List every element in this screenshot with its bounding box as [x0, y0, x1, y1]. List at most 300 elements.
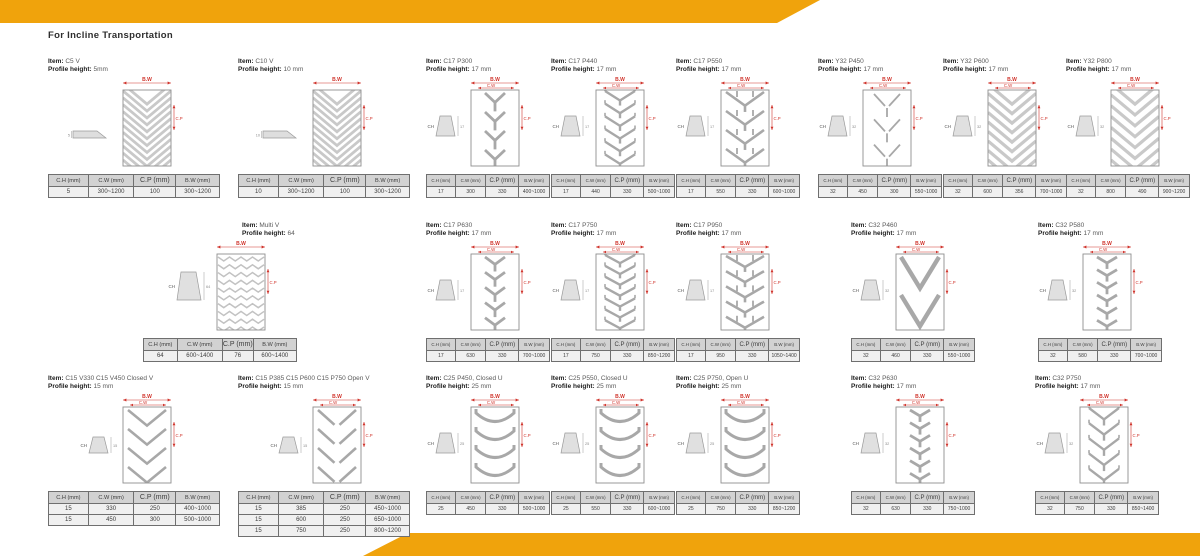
profile-height-line	[1038, 230, 1162, 238]
profile-height-value: 15 mm	[93, 383, 114, 391]
spec-table-header: C.P (mm)	[611, 175, 644, 187]
bw-dim-label: B.W	[332, 394, 342, 400]
belt-diagram	[551, 240, 675, 338]
spec-table-header: C.P (mm)	[911, 492, 944, 504]
cp-dim-label: C.P	[365, 116, 373, 121]
cleat-height-label: CH	[1036, 441, 1043, 446]
spec-table-header: B.W (mm)	[944, 492, 975, 504]
item-name-line	[48, 58, 220, 66]
cleat-profile	[1037, 433, 1074, 453]
item-label: Item:	[943, 58, 959, 65]
spec-table-row	[49, 504, 220, 515]
cleat-profile-shape	[686, 433, 705, 453]
cleat-profile-shape	[861, 280, 880, 300]
spec-table-header: C.P (mm)	[486, 492, 519, 504]
cleat-profile-shape	[686, 280, 705, 300]
cleat-profile-shape	[279, 437, 298, 453]
spec-cell: 490	[1126, 187, 1159, 198]
belt-diagram	[238, 76, 410, 174]
spec-cell: 356	[1003, 187, 1036, 198]
belt-outline	[863, 90, 911, 166]
profile-height-label: Profile height:	[1035, 383, 1079, 391]
item-card	[551, 222, 675, 362]
profile-height-line	[242, 230, 297, 238]
item-name: C15 P385 C15 P600 C15 P750 Open V	[255, 375, 370, 382]
spec-table-row	[552, 351, 675, 362]
cleat-profile	[853, 280, 890, 300]
spec-table	[818, 174, 942, 198]
spec-table-header: B.W (mm)	[519, 492, 550, 504]
item-card	[238, 375, 410, 537]
belt-pattern	[910, 410, 930, 485]
spec-table-header: C.P (mm)	[486, 175, 519, 187]
spec-cell: 600	[278, 515, 324, 526]
spec-table-header: C.W (mm)	[88, 175, 134, 187]
spec-table-header: C.P (mm)	[1126, 175, 1159, 187]
profile-height-line	[426, 230, 550, 238]
spec-table-header: C.H (mm)	[552, 339, 581, 351]
spec-cell: 450	[88, 515, 134, 526]
dimension-annotations	[721, 77, 781, 130]
item-name: Y32 P800	[1083, 58, 1112, 65]
spec-cell: 300	[455, 187, 486, 198]
spec-table-header: B.W (mm)	[769, 339, 800, 351]
belt-diagram	[1035, 393, 1159, 491]
item-header	[426, 375, 550, 393]
spec-table-header: B.W (mm)	[1128, 492, 1159, 504]
spec-cell: 630	[455, 351, 486, 362]
cleat-height-label: CH	[677, 124, 684, 129]
belt-diagram	[818, 76, 942, 174]
spec-cell: 17	[427, 351, 456, 362]
item-name: C32 P460	[868, 222, 898, 229]
belt-diagram	[143, 240, 297, 338]
cleat-height-value: 25	[710, 442, 715, 446]
profile-height-label: Profile height:	[676, 230, 720, 238]
spec-table-header: C.H (mm)	[49, 175, 89, 187]
spec-table-header: C.H (mm)	[1039, 339, 1068, 351]
item-name: C10 V	[255, 58, 274, 65]
item-name: C32 P750	[1052, 375, 1082, 382]
cleat-profile	[68, 131, 106, 138]
cleat-profile	[169, 272, 211, 300]
spec-cell: 32	[944, 187, 973, 198]
spec-table-header: C.H (mm)	[677, 175, 706, 187]
spec-table-row	[49, 187, 220, 198]
profile-height-line	[238, 66, 410, 74]
spec-table	[851, 491, 975, 515]
spec-table-header: B.W (mm)	[1131, 339, 1162, 351]
belt-pattern	[901, 257, 939, 326]
spec-table-header: C.W (mm)	[455, 175, 486, 187]
spec-cell: 32	[852, 351, 881, 362]
profile-height-label: Profile height:	[676, 383, 720, 391]
item-name-line	[238, 58, 410, 66]
cleat-profile-shape	[561, 433, 580, 453]
spec-table-header: B.W (mm)	[769, 492, 800, 504]
spec-table-row	[239, 526, 410, 537]
spec-table-header: C.P (mm)	[1098, 339, 1131, 351]
spec-cell: 32	[1039, 351, 1068, 362]
item-name-line	[676, 58, 800, 66]
page-title: For Incline Transportation	[48, 30, 173, 41]
cleat-height-label: CH	[677, 441, 684, 446]
cleat-height-label: CH	[1067, 124, 1074, 129]
item-label: Item:	[551, 58, 567, 65]
spec-table-header: C.W (mm)	[580, 339, 611, 351]
item-name-line	[48, 375, 220, 383]
dimension-annotations	[863, 77, 923, 130]
item-label: Item:	[851, 375, 867, 382]
spec-table-row	[944, 187, 1067, 198]
spec-table-row	[852, 351, 975, 362]
item-card	[426, 58, 550, 198]
item-label: Item:	[426, 58, 442, 65]
spec-cell: 330	[486, 504, 519, 515]
cw-dim-label: C.W	[911, 246, 921, 252]
cleat-height-value: 64	[206, 285, 211, 289]
belt-pattern	[1097, 257, 1117, 332]
item-name-line	[943, 58, 1067, 66]
spec-table-header: B.W (mm)	[769, 175, 800, 187]
spec-cell: 500~1000	[644, 187, 675, 198]
item-name-line	[676, 375, 800, 383]
belt-diagram	[48, 76, 220, 174]
cleat-height-value: 32	[1072, 289, 1077, 293]
profile-height-label: Profile height:	[426, 383, 470, 391]
belt-diagram	[426, 240, 550, 338]
item-name: C5 V	[65, 58, 80, 65]
item-label: Item:	[1038, 222, 1054, 229]
cw-dim-label: C.W	[911, 399, 921, 405]
profile-height-line	[426, 383, 550, 391]
item-card	[1035, 375, 1159, 515]
spec-table	[426, 174, 550, 198]
spec-table-header: B.W (mm)	[176, 175, 220, 187]
belt-diagram	[851, 240, 975, 338]
belt-diagram	[1038, 240, 1162, 338]
spec-table-row	[677, 351, 800, 362]
profile-height-label: Profile height:	[851, 383, 895, 391]
profile-height-line	[48, 66, 220, 74]
spec-cell: 750	[278, 526, 324, 537]
cw-dim-label: C.W	[611, 246, 621, 252]
cp-dim-label: C.P	[948, 433, 956, 438]
item-name-line	[426, 222, 550, 230]
spec-cell: 800	[1095, 187, 1126, 198]
spec-cell: 650~1000	[366, 515, 410, 526]
item-header	[143, 222, 297, 240]
spec-table-row	[1067, 187, 1190, 198]
item-name: C25 P450, Closed U	[443, 375, 503, 382]
item-name: C17 P440	[568, 58, 598, 65]
spec-table	[676, 174, 800, 198]
spec-cell: 300~1200	[278, 187, 324, 198]
bw-dim-label: B.W	[740, 241, 750, 247]
spec-table	[1035, 491, 1159, 515]
cp-dim-label: C.P	[523, 280, 531, 285]
spec-cell: 850~1400	[1128, 504, 1159, 515]
belt-pattern	[123, 84, 171, 174]
spec-cell: 950	[705, 351, 736, 362]
item-name-line	[1035, 375, 1159, 383]
spec-cell: 300	[134, 515, 176, 526]
bw-dim-label: B.W	[490, 241, 500, 247]
spec-table-header: B.W (mm)	[519, 339, 550, 351]
cp-dim-label: C.P	[773, 116, 781, 121]
cleat-profile-shape	[436, 433, 455, 453]
profile-height-label: Profile height:	[238, 66, 282, 74]
cp-dim-label: C.P	[1163, 116, 1171, 121]
profile-height-label: Profile height:	[851, 230, 895, 238]
spec-cell: 385	[278, 504, 324, 515]
cleat-profile	[428, 280, 465, 300]
spec-cell: 17	[552, 351, 581, 362]
item-label: Item:	[1066, 58, 1082, 65]
spec-cell: 550	[705, 187, 736, 198]
spec-cell: 32	[852, 504, 881, 515]
item-card	[143, 222, 297, 362]
cleat-profile	[820, 116, 857, 136]
bw-dim-label: B.W	[615, 241, 625, 247]
cp-dim-label: C.P	[773, 280, 781, 285]
item-label: Item:	[48, 58, 64, 65]
item-header	[851, 222, 975, 240]
item-name: C17 P950	[693, 222, 723, 229]
spec-cell: 850~1200	[769, 504, 800, 515]
profile-height-value: 10 mm	[283, 66, 304, 74]
spec-table-header: C.P (mm)	[911, 339, 944, 351]
spec-cell: 630	[880, 504, 911, 515]
profile-height-line	[818, 66, 942, 74]
belt-pattern	[485, 257, 505, 332]
cleat-height-value: 10	[255, 133, 260, 138]
item-card	[551, 58, 675, 198]
spec-table-header: B.W (mm)	[1036, 175, 1067, 187]
profile-height-value: 17 mm	[896, 230, 917, 238]
cleat-profile	[81, 437, 118, 453]
belt-outline	[471, 407, 519, 483]
spec-table-header: C.H (mm)	[49, 492, 89, 504]
item-name: C32 P630	[868, 375, 898, 382]
profile-height-value: 17 mm	[988, 66, 1009, 74]
spec-cell: 32	[819, 187, 848, 198]
spec-table-header: C.P (mm)	[486, 339, 519, 351]
spec-cell: 500~1000	[176, 515, 220, 526]
cleat-profile	[256, 131, 296, 138]
item-label: Item:	[551, 222, 567, 229]
profile-height-label: Profile height:	[943, 66, 987, 74]
spec-table-header: B.W (mm)	[944, 339, 975, 351]
spec-cell: 330	[911, 504, 944, 515]
spec-table-header: C.H (mm)	[677, 492, 706, 504]
spec-table	[1038, 338, 1162, 362]
spec-cell: 580	[1067, 351, 1098, 362]
bw-dim-label: B.W	[915, 394, 925, 400]
item-name-line	[676, 222, 800, 230]
item-name-line	[242, 222, 297, 230]
spec-table-header: C.H (mm)	[944, 175, 973, 187]
bw-dim-label: B.W	[915, 241, 925, 247]
item-name: C32 P580	[1055, 222, 1085, 229]
cp-dim-label: C.P	[175, 433, 183, 438]
spec-table-header: C.W (mm)	[705, 492, 736, 504]
belt-pattern	[476, 409, 514, 476]
spec-cell: 17	[427, 187, 456, 198]
item-card	[426, 375, 550, 515]
profile-height-label: Profile height:	[818, 66, 862, 74]
cw-dim-label: C.W	[736, 82, 746, 88]
item-header	[426, 58, 550, 76]
bw-dim-label: B.W	[1130, 77, 1140, 83]
item-header	[676, 222, 800, 240]
spec-cell: 250	[324, 504, 366, 515]
spec-table-header: B.W (mm)	[644, 175, 675, 187]
spec-table	[238, 174, 410, 198]
spec-table-header: C.W (mm)	[580, 492, 611, 504]
profile-height-label: Profile height:	[242, 230, 286, 238]
cleat-height-value: 17	[710, 125, 715, 129]
item-header	[551, 375, 675, 393]
bottom-accent-bar	[363, 533, 1200, 556]
belt-outline	[123, 90, 171, 166]
bw-dim-label: B.W	[490, 394, 500, 400]
spec-cell: 15	[239, 504, 279, 515]
profile-height-label: Profile height:	[551, 66, 595, 74]
cleat-height-label: CH	[552, 441, 559, 446]
spec-table-header: C.P (mm)	[611, 339, 644, 351]
cp-dim-label: C.P	[365, 433, 373, 438]
spec-cell: 500~1000	[519, 504, 550, 515]
spec-cell: 300	[878, 187, 911, 198]
spec-cell: 700~1000	[1131, 351, 1162, 362]
cleat-profile	[945, 116, 982, 136]
spec-table-row	[1039, 351, 1162, 362]
spec-table-row	[1036, 504, 1159, 515]
cleat-height-label: CH	[427, 288, 434, 293]
spec-table-header: C.H (mm)	[239, 175, 279, 187]
profile-height-value: 17 mm	[471, 230, 492, 238]
spec-table-header: C.H (mm)	[239, 492, 279, 504]
bw-dim-label: B.W	[882, 77, 892, 83]
profile-height-label: Profile height:	[48, 66, 92, 74]
cleat-profile	[678, 280, 715, 300]
spec-cell: 330	[486, 187, 519, 198]
spec-cell: 330	[611, 504, 644, 515]
cleat-height-label: CH	[819, 124, 826, 129]
cleat-height-label: CH	[427, 441, 434, 446]
spec-cell: 250	[324, 515, 366, 526]
spec-cell: 450	[455, 504, 486, 515]
spec-cell: 600~1000	[644, 504, 675, 515]
cw-dim-label: C.W	[486, 399, 496, 405]
cleat-height-value: 32	[885, 442, 890, 446]
item-name-line	[551, 375, 675, 383]
cleat-height-label: CH	[552, 124, 559, 129]
spec-table-header: C.W (mm)	[278, 492, 324, 504]
spec-cell: 750	[1064, 504, 1095, 515]
cp-dim-label: C.P	[523, 116, 531, 121]
item-card	[1038, 222, 1162, 362]
cleat-height-label: CH	[1039, 288, 1046, 293]
cw-dim-label: C.W	[1126, 82, 1136, 88]
spec-cell: 25	[552, 504, 581, 515]
cleat-height-label: CH	[270, 443, 277, 448]
spec-cell: 17	[677, 187, 706, 198]
spec-table-header: C.W (mm)	[455, 492, 486, 504]
spec-cell: 850~1200	[644, 351, 675, 362]
item-card	[818, 58, 942, 198]
spec-table-row	[677, 504, 800, 515]
item-header	[1038, 222, 1162, 240]
spec-cell: 460	[880, 351, 911, 362]
profile-height-line	[551, 230, 675, 238]
spec-cell: 700~1000	[1036, 187, 1067, 198]
spec-cell: 15	[239, 526, 279, 537]
profile-height-line	[851, 383, 975, 391]
profile-height-value: 25 mm	[471, 383, 492, 391]
cleat-profile-shape	[1048, 280, 1067, 300]
profile-height-value: 17 mm	[471, 66, 492, 74]
cw-dim-label: C.W	[1095, 399, 1105, 405]
profile-height-line	[1035, 383, 1159, 391]
belt-pattern	[218, 257, 264, 331]
spec-cell: 600~1000	[769, 187, 800, 198]
spec-cell: 330	[486, 351, 519, 362]
item-name: C17 P750	[568, 222, 598, 229]
profile-height-label: Profile height:	[426, 66, 470, 74]
spec-table-row	[144, 351, 297, 362]
spec-table-row	[552, 504, 675, 515]
spec-table-header: C.H (mm)	[427, 175, 456, 187]
item-name: Y32 P450	[835, 58, 864, 65]
item-name-line	[238, 375, 410, 383]
belt-outline	[596, 407, 644, 483]
spec-table-header: C.P (mm)	[134, 492, 176, 504]
cleat-profile	[853, 433, 890, 453]
cleat-profile	[1040, 280, 1077, 300]
cleat-height-value: 25	[460, 442, 465, 446]
profile-height-label: Profile height:	[676, 66, 720, 74]
spec-table-row	[49, 515, 220, 526]
item-label: Item:	[851, 222, 867, 229]
cw-dim-label: C.W	[1003, 82, 1013, 88]
spec-cell: 15	[49, 504, 89, 515]
bw-dim-label: B.W	[142, 77, 152, 83]
item-name: C25 P750, Open U	[693, 375, 749, 382]
spec-table-header: C.W (mm)	[1095, 175, 1126, 187]
cleat-height-label: CH	[552, 288, 559, 293]
item-header	[48, 375, 220, 393]
spec-cell: 5	[49, 187, 89, 198]
spec-table-header: C.H (mm)	[1036, 492, 1065, 504]
item-card	[943, 58, 1067, 198]
item-label: Item:	[238, 58, 254, 65]
item-header	[48, 58, 220, 76]
spec-cell: 250	[324, 526, 366, 537]
cleat-height-value: 32	[1069, 442, 1074, 446]
spec-cell: 330	[736, 504, 769, 515]
item-header	[1035, 375, 1159, 393]
cp-dim-label: C.P	[915, 116, 923, 121]
spec-cell: 450	[847, 187, 878, 198]
cp-dim-label: C.P	[773, 433, 781, 438]
item-card	[48, 375, 220, 526]
profile-height-value: 17 mm	[721, 230, 742, 238]
item-name-line	[1066, 58, 1190, 66]
item-header	[676, 58, 800, 76]
spec-cell: 15	[239, 515, 279, 526]
